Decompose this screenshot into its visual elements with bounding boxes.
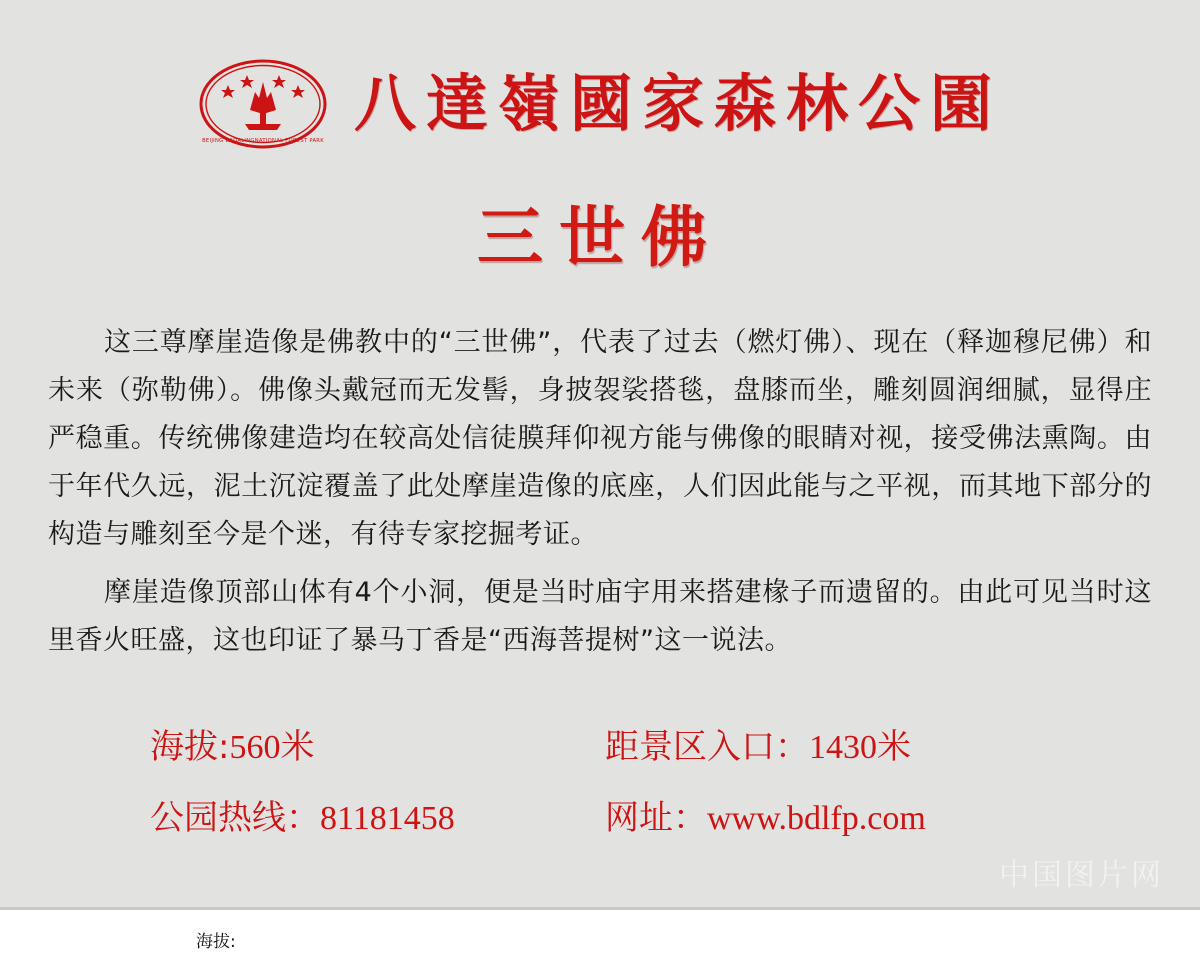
footer-altitude-caption: 海拔: bbox=[196, 932, 236, 952]
hotline-info bbox=[150, 790, 595, 839]
distance-info bbox=[605, 719, 1050, 768]
website-label: 网址： bbox=[605, 798, 707, 838]
page-footer bbox=[0, 910, 1200, 963]
info-block bbox=[0, 719, 1200, 839]
paragraph-2: 摩崖造像顶部山体有4个小洞，便是当时庙宇用来搭建椽子而遗留的。由此可见当时这里香火旺盛，这也印证了暴马丁香是“西海菩提树”这一说法。 bbox=[48, 577, 1152, 656]
altitude-value: 560米 bbox=[229, 729, 315, 766]
paragraph-1: 这三尊摩崖造像是佛教中的“三世佛”，代表了过去（燃灯佛）、现在（释迦穆尼佛）和未来（弥勒佛）。佛像头戴冠而无发髻，身披袈裟搭毯，盘膝而坐，雕刻圆润细腻，显得庄严稳重。传统佛像建造均在较高处信徒膜拜仰视方能与佛像的眼睛对视，接受佛法熏陶。由于年代久远，泥土沉淀覆盖了此处摩崖造像的底座，人们因此能与之平视，而其地下部分的构造与雕刻至今是个迷，有待专家挖掘考证。 bbox=[48, 327, 1152, 550]
distance-value: 1430米 bbox=[809, 729, 911, 766]
hotline-value: 81181458 bbox=[320, 800, 455, 837]
hotline-label: 公园热线： bbox=[150, 798, 320, 838]
park-title: 八達嶺國家森林公園 bbox=[353, 67, 1002, 140]
watermark: 中国图片网 bbox=[999, 859, 1164, 892]
sign-header bbox=[0, 0, 1200, 150]
website-info bbox=[605, 790, 1050, 839]
website-value: www.bdlfp.com bbox=[707, 800, 926, 837]
altitude-label: 海拔: bbox=[150, 727, 230, 767]
altitude-info bbox=[150, 719, 595, 768]
description-text bbox=[48, 319, 1152, 665]
page-title: 三世佛 bbox=[477, 198, 723, 276]
park-logo-icon bbox=[198, 58, 328, 150]
svg-text:BEIJING BADALINGNATIONAL FORES: BEIJING BADALINGNATIONAL FOREST PARK bbox=[202, 138, 324, 144]
distance-label: 距景区入口： bbox=[605, 727, 809, 767]
